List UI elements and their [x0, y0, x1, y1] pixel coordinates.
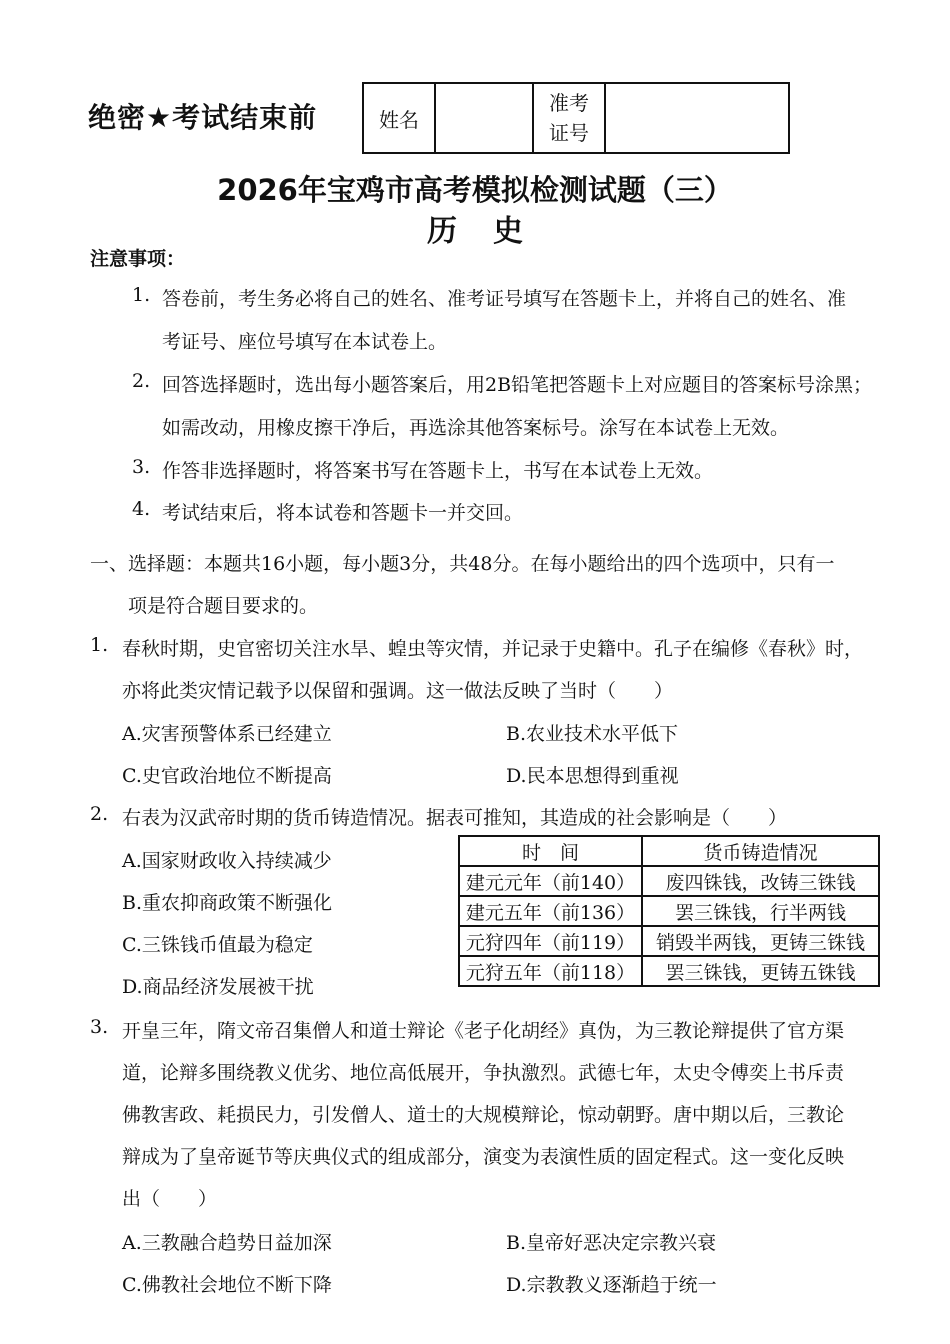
question-stem: 亦将此类灾情记载予以保留和强调。这一做法反映了当时（ ） — [122, 680, 674, 702]
question-stem: 辩成为了皇帝诞节等庆典仪式的组成部分，演变为表演性质的固定程式。这一变化反映 — [122, 1146, 845, 1168]
table-header-row — [459, 836, 879, 866]
question-stem: 春秋时期，史官密切关注水旱、蝗虫等灾情，并记录于史籍中。孔子在编修《春秋》时， — [122, 638, 864, 660]
table-row — [459, 896, 879, 926]
table-cell: 罢三铢钱，更铸五铢钱 — [642, 956, 879, 986]
note-number: 3. — [132, 456, 151, 478]
table-cell: 建元五年（前136） — [459, 896, 642, 926]
table-cell: 元狩四年（前119） — [459, 926, 642, 956]
table-cell: 销毁半两钱，更铸三铢钱 — [642, 926, 879, 956]
table-row — [459, 926, 879, 956]
question-stem: 开皇三年，隋文帝召集僧人和道士辩论《老子化胡经》真伪，为三教论辩提供了官方渠 — [122, 1020, 845, 1042]
table-header: 时 间 — [459, 836, 642, 866]
section-instructions: 项是符合题目要求的。 — [128, 595, 319, 617]
question-stem: 道，论辩多围绕教义优劣、地位高低展开，争执激烈。武德七年，太史令傅奕上书斥责 — [122, 1062, 845, 1084]
option-c[interactable]: C.史官政治地位不断提高 — [122, 765, 332, 787]
note-text: 考试结束后，将本试卷和答题卡一并交回。 — [162, 502, 524, 524]
section-instructions: 一、选择题：本题共16小题，每小题3分，共48分。在每小题给出的四个选项中，只有一 — [90, 553, 835, 575]
note-text: 如需改动，用橡皮擦干净后，再选涂其他答案标号。涂写在本试卷上无效。 — [162, 417, 790, 439]
question-number: 3. — [90, 1016, 109, 1038]
name-label: 姓名 — [364, 84, 436, 152]
table-header: 货币铸造情况 — [642, 836, 879, 866]
confidential-mark: 绝密★考试结束前 — [88, 101, 318, 134]
option-c[interactable]: C.三铢钱币值最为稳定 — [122, 934, 313, 956]
option-c[interactable]: C.佛教社会地位不断下降 — [122, 1274, 332, 1296]
note-number: 1. — [132, 284, 151, 306]
option-b[interactable]: B.农业技术水平低下 — [506, 723, 679, 745]
notes-heading: 注意事项： — [90, 248, 186, 270]
note-text: 考证号、座位号填写在本试卷上。 — [162, 331, 448, 353]
question-stem: 出（ ） — [122, 1188, 218, 1210]
option-a[interactable]: A.灾害预警体系已经建立 — [122, 723, 332, 745]
option-d[interactable]: D.民本思想得到重视 — [506, 765, 679, 787]
exam-id-label — [534, 84, 606, 152]
option-d[interactable]: D.宗教教义逐渐趋于统一 — [506, 1274, 717, 1296]
note-number: 2. — [132, 370, 151, 392]
table-cell: 建元元年（前140） — [459, 866, 642, 896]
table-cell: 元狩五年（前118） — [459, 956, 642, 986]
exam-id-label-line1: 准考 — [549, 91, 589, 115]
exam-id-field[interactable] — [606, 84, 788, 152]
name-field[interactable] — [436, 84, 534, 152]
exam-title: 2026年宝鸡市高考模拟检测试题（三） — [217, 173, 733, 207]
table-row — [459, 956, 879, 986]
question-stem: 右表为汉武帝时期的货币铸造情况。据表可推知，其造成的社会影响是（ ） — [122, 807, 788, 829]
note-text: 答卷前，考生务必将自己的姓名、准考证号填写在答题卡上，并将自己的姓名、准 — [162, 288, 847, 310]
question-number: 2. — [90, 803, 109, 825]
option-a[interactable]: A.国家财政收入持续减少 — [122, 850, 332, 872]
note-text: 作答非选择题时，将答案书写在答题卡上，书写在本试卷上无效。 — [162, 460, 714, 482]
question-stem: 佛教害政、耗损民力，引发僧人、道士的大规模辩论，惊动朝野。唐中期以后，三教论 — [122, 1104, 845, 1126]
option-b[interactable]: B.重农抑商政策不断强化 — [122, 892, 333, 914]
table-cell: 废四铢钱，改铸三铢钱 — [642, 866, 879, 896]
option-b[interactable]: B.皇帝好恶决定宗教兴衰 — [506, 1232, 717, 1254]
candidate-info-box — [362, 82, 790, 154]
note-text: 回答选择题时，选出每小题答案后，用2B铅笔把答题卡上对应题目的答案标号涂黑； — [162, 374, 873, 396]
table-cell: 罢三铢钱，行半两钱 — [642, 896, 879, 926]
question-number: 1. — [90, 634, 109, 656]
exam-subject: 历史 — [427, 214, 559, 249]
option-d[interactable]: D.商品经济发展被干扰 — [122, 976, 314, 998]
option-a[interactable]: A.三教融合趋势日益加深 — [122, 1232, 332, 1254]
table-row — [459, 866, 879, 896]
note-number: 4. — [132, 498, 151, 520]
exam-id-label-line2: 证号 — [549, 121, 589, 145]
currency-table — [458, 835, 880, 987]
